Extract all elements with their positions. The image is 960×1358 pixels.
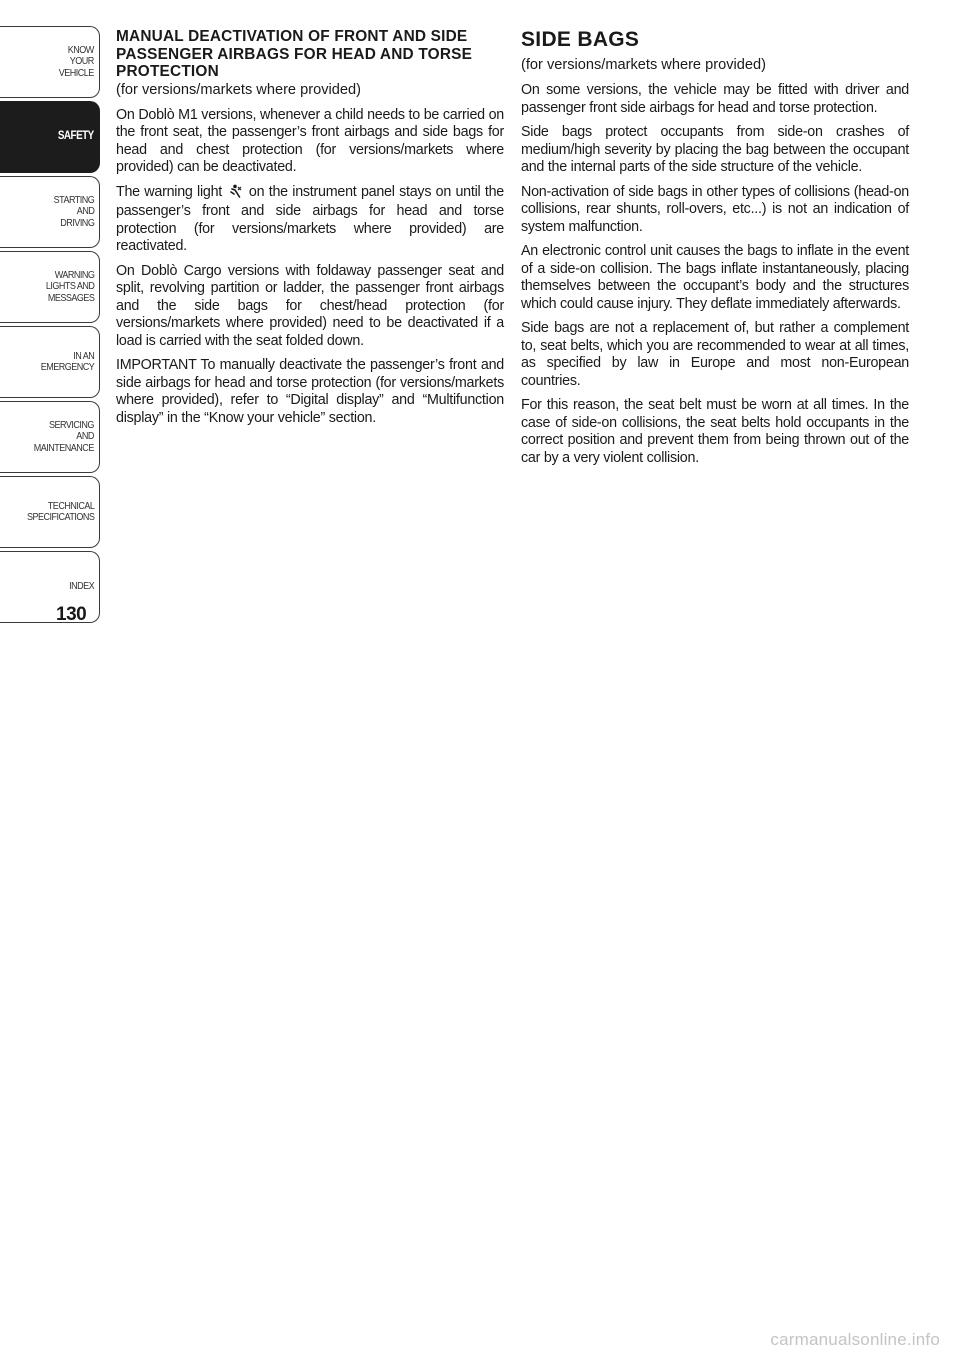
section-heading: SIDE BAGS	[521, 28, 640, 51]
tab-know-your-vehicle[interactable]	[0, 26, 100, 98]
paragraph: On Doblò Cargo versions with foldaway passenger seat and split, revolving partition or ladder, the passenger front airbags and the side bags for chest/head protection (for versions/markets where provided) need to be deactivated if a load is carried with the seat folded down.	[116, 262, 504, 349]
tab-label: SERVICING AND MAINTENANCE	[33, 418, 94, 454]
tab-technical-specifications[interactable]	[0, 476, 100, 548]
tab-label: SAFETY	[58, 130, 94, 143]
tab-label: WARNING LIGHTS AND MESSAGES	[45, 268, 94, 304]
tab-safety[interactable]	[0, 101, 100, 173]
paragraph: On Doblò M1 versions, whenever a child needs to be carried on the front seat, the passenger’s front airbags and side bags for head and chest protection (for versions/markets where provided) can be deactivated.	[116, 106, 504, 175]
tab-label: TECHNICAL SPECIFICATIONS	[26, 499, 94, 523]
paragraph-warning-light	[116, 184, 504, 256]
tab-label: STARTING AND DRIVING	[53, 193, 94, 229]
tab-servicing-and-maintenance[interactable]	[0, 401, 100, 473]
paragraph: For this reason, the seat belt must be worn at all times. In the case of side-on collisions, the seat belts hold occupants in the correct position and prevent them from being thrown out of the car by a very violent collision.	[521, 397, 909, 466]
manual-deactivation-section	[116, 28, 504, 434]
paragraph-text: on the instrument panel stays on until the passenger’s front and side airbags for head and torse protection (for versions/markets where provided) are reactivated.	[116, 183, 504, 254]
paragraph: On some versions, the vehicle may be fitted with driver and passenger front side airbags for head and torse protection.	[521, 82, 909, 116]
tab-warning-lights-and-messages[interactable]	[0, 251, 100, 323]
section-subtitle: (for versions/markets where provided)	[521, 57, 766, 73]
section-heading: MANUAL DEACTIVATION OF FRONT AND SIDE PASSENGER AIRBAGS FOR HEAD AND TORSE PROTECTION	[116, 28, 473, 80]
page-number: 130	[56, 604, 87, 625]
tab-label: KNOW YOUR VEHICLE	[58, 43, 94, 79]
paragraph: Side bags are not a replacement of, but rather a complement to, seat belts, which you are recommended to wear at all times, as specified by law in Europe and most non-European countries.	[521, 320, 909, 389]
paragraph: An electronic control unit causes the bags to inflate in the event of a side-on collision. The bags inflate instantaneously, placing themselves between the occupant’s body and the structures which could cause injury. They deflate immediately afterwards.	[521, 243, 909, 312]
paragraph: Side bags protect occupants from side-on crashes of medium/high severity by placing the bag between the occupant and the internal parts of the side structure of the vehicle.	[521, 124, 909, 175]
paragraph-important: IMPORTANT To manually deactivate the passenger’s front and side airbags for head and torse protection (for versions/markets where provided), refer to “Digital display” and “Multifunction display” in the “Know your vehicle” section.	[116, 357, 504, 426]
tab-label: IN AN EMERGENCY	[40, 349, 94, 373]
tab-starting-and-driving[interactable]	[0, 176, 100, 248]
paragraph: Non-activation of side bags in other types of collisions (head-on collisions, rear shunts, roll-overs, etc...) is not an indication of system malfunction.	[521, 183, 909, 235]
side-bags-section	[521, 28, 909, 474]
watermark: carmanualsonline.info	[770, 1330, 940, 1349]
tab-label: INDEX	[68, 580, 94, 593]
section-subtitle: (for versions/markets where provided)	[116, 81, 361, 98]
passenger-airbag-off-icon	[228, 184, 242, 204]
paragraph-text: The warning light	[116, 183, 227, 200]
tab-in-an-emergency[interactable]	[0, 326, 100, 398]
